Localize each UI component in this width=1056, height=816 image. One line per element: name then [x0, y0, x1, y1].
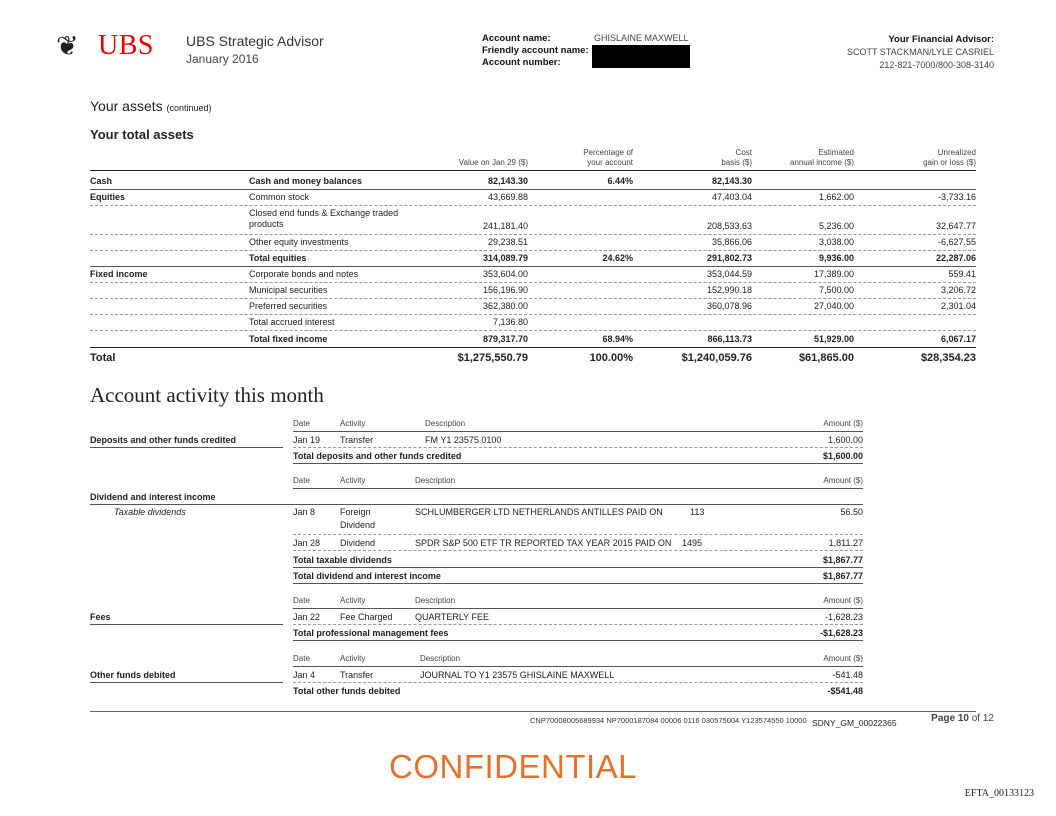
asset-description: Total fixed income — [249, 334, 328, 344]
col-cost-line2: basis ($) — [721, 158, 752, 167]
debits-label: Other funds debited — [90, 670, 176, 680]
col-description-header: Description — [425, 419, 466, 428]
total-percentage: 100.00% — [589, 352, 633, 364]
total-value: $1,275,550.79 — [457, 352, 528, 364]
asset-row — [90, 266, 976, 283]
col-description-header: Description — [415, 596, 456, 605]
ubs-keys-icon: ❦ — [56, 31, 79, 61]
col-header-gain — [890, 148, 976, 168]
asset-row — [90, 173, 976, 190]
asset-value: 314,089.79 — [482, 253, 528, 263]
asset-est-income: 3,038.00 — [818, 237, 854, 247]
asset-unrealized-gain: -3,733.16 — [937, 192, 976, 202]
fee-activity: Fee Charged — [340, 612, 393, 622]
asset-unrealized-gain: -6,627.55 — [937, 237, 976, 247]
deposits-total-label: Total deposits and other funds credited — [293, 451, 462, 461]
asset-description-line2: products — [249, 219, 284, 229]
advisor-label: Your Financial Advisor: — [888, 34, 994, 45]
efta-id: EFTA_00133123 — [964, 788, 1034, 799]
fee-description: QUARTERLY FEE — [415, 612, 490, 622]
col-gain-line1: Unrealized — [937, 148, 976, 157]
asset-est-income: 17,389.00 — [813, 269, 854, 279]
total-est-income: $61,865.00 — [798, 352, 854, 364]
footer-code: CNP70008005689934 NP7000187084 00006 0116 030575004 Y123574550 10000 — [530, 716, 807, 725]
asset-unrealized-gain: 22,287.06 — [935, 253, 976, 263]
deposit-activity: Transfer — [340, 435, 374, 445]
asset-value: 353,604.00 — [482, 269, 528, 279]
asset-unrealized-gain: 6,067.17 — [940, 334, 976, 344]
asset-row — [90, 331, 976, 348]
deposit-description: FM Y1 23575 0100 — [425, 435, 502, 445]
asset-category: Fixed income — [90, 269, 148, 279]
asset-cost-basis: 82,143.30 — [711, 176, 752, 186]
asset-est-income: 27,040.00 — [813, 301, 854, 311]
col-header-income — [770, 148, 854, 168]
fees-total: -$1,628.23 — [819, 628, 863, 638]
dividend1-description: SCHLUMBERGER LTD NETHERLANDS ANTILLES PAID ON — [415, 507, 663, 517]
deposit-row-rule — [293, 447, 863, 448]
fee-date: Jan 22 — [293, 612, 321, 622]
asset-category: Equities — [90, 192, 126, 202]
total-assets-subtitle: Your total assets — [90, 127, 194, 142]
col-activity-header: Activity — [340, 654, 366, 663]
statement-period: January 2016 — [186, 52, 259, 66]
asset-description: Total accrued interest — [249, 317, 335, 327]
asset-description: Municipal securities — [249, 285, 328, 295]
asset-est-income: 9,936.00 — [818, 253, 854, 263]
fee-amount: -1,628.23 — [824, 612, 863, 622]
col-header-value — [440, 158, 528, 168]
asset-description: Total equities — [249, 253, 307, 263]
asset-description: Corporate bonds and notes — [249, 269, 359, 279]
deposits-header-rule — [293, 431, 863, 432]
dividend2-row-rule — [293, 550, 863, 551]
dividend2-date: Jan 28 — [293, 538, 321, 548]
debits-header-rule — [293, 666, 863, 667]
total-unrealized-gain: $28,354.23 — [920, 352, 976, 364]
asset-value: 879,317.70 — [482, 334, 528, 344]
dividends-label: Dividend and interest income — [90, 492, 216, 502]
asset-row — [90, 282, 976, 299]
asset-description: Cash and money balances — [249, 176, 363, 186]
asset-cost-basis: 360,078.96 — [706, 301, 752, 311]
asset-est-income: 5,236.00 — [818, 221, 854, 231]
dividend2-quantity: 1495 — [682, 538, 703, 548]
dividend2-amount: 1,811.27 — [828, 538, 863, 548]
page-current: 10 — [957, 713, 969, 724]
asset-unrealized-gain: 3,206.72 — [940, 285, 976, 295]
col-income-line1: Estimated — [818, 148, 854, 157]
asset-description: Other equity investments — [249, 237, 349, 247]
col-pct-line1: Percentage of — [583, 148, 633, 157]
asset-cost-basis: 208,533.63 — [706, 221, 752, 231]
account-name-value: GHISLAINE MAXWELL — [594, 33, 689, 43]
taxable-total-label: Total taxable dividends — [293, 555, 392, 565]
page-total: of 12 — [971, 713, 994, 724]
taxable-dividends-label: Taxable dividends — [114, 507, 186, 517]
page-number — [931, 713, 994, 724]
asset-category: Cash — [90, 176, 113, 186]
asset-description: Closed end funds & Exchange traded — [249, 208, 399, 218]
debit-date: Jan 4 — [293, 670, 316, 680]
dividend1-quantity: 113 — [690, 507, 705, 517]
account-labels — [482, 33, 589, 69]
assets-header-rule — [90, 170, 976, 171]
dividends-label-rule — [90, 504, 863, 505]
col-income-line2: annual income ($) — [789, 158, 854, 167]
debit-activity: Transfer — [340, 670, 374, 680]
advisor-names: SCOTT STACKMAN/LYLE CASRIEL — [846, 47, 994, 57]
logo-text: UBS — [98, 30, 154, 61]
dividends-total: $1,867.77 — [822, 571, 863, 581]
col-activity-header: Activity — [340, 596, 366, 605]
asset-percentage: 24.62% — [602, 253, 633, 263]
asset-value: 82,143.30 — [487, 176, 528, 186]
fees-total-label: Total professional management fees — [293, 628, 449, 638]
asset-value: 241,181.40 — [482, 221, 528, 231]
taxable-total: $1,867.77 — [822, 555, 863, 565]
sdny-stamp: SDNY_GM_00022365 — [812, 718, 897, 728]
col-amount-header: Amount ($) — [823, 476, 863, 485]
assets-total-row — [90, 349, 976, 367]
activity-title: Account activity this month — [90, 383, 324, 407]
assets-section-title — [90, 98, 212, 114]
asset-unrealized-gain: 32,647.77 — [935, 221, 976, 231]
dividends-total-label: Total dividend and interest income — [293, 571, 441, 581]
asset-row — [90, 205, 976, 235]
dividends-total-rule — [293, 583, 863, 584]
redaction-box — [592, 45, 690, 68]
asset-row — [90, 298, 976, 315]
friendly-name-label: Friendly account name: — [482, 45, 589, 56]
dividends-header-rule — [293, 488, 863, 489]
col-date-header: Date — [293, 476, 310, 485]
fees-label-rule — [90, 624, 283, 625]
col-value-text: Value on Jan 29 ($) — [458, 158, 528, 167]
asset-unrealized-gain: 559.41 — [948, 269, 976, 279]
asset-est-income: 51,929.00 — [813, 334, 854, 344]
asset-row — [90, 234, 976, 251]
asset-cost-basis: 353,044.59 — [706, 269, 752, 279]
asset-est-income: 1,662.00 — [818, 192, 854, 202]
asset-percentage: 6.44% — [607, 176, 633, 186]
debits-total-label: Total other funds debited — [293, 686, 401, 696]
col-date-header: Date — [293, 654, 310, 663]
asset-cost-basis: 47,403.04 — [711, 192, 752, 202]
dividend1-amount: 56.50 — [840, 507, 863, 517]
dividend2-activity: Dividend — [340, 538, 376, 548]
asset-est-income: 7,500.00 — [818, 285, 854, 295]
asset-row — [90, 189, 976, 206]
col-activity-header: Activity — [340, 419, 366, 428]
col-activity-header: Activity — [340, 476, 366, 485]
deposit-amount: 1,600.00 — [827, 435, 863, 445]
col-amount-header: Amount ($) — [823, 654, 863, 663]
debit-amount: -541.48 — [832, 670, 863, 680]
debits-label-rule — [90, 682, 283, 683]
asset-row — [90, 250, 976, 267]
page-label: Page — [931, 713, 956, 724]
assets-title-suffix: (continued) — [166, 103, 212, 113]
deposits-label-rule — [90, 447, 283, 448]
assets-title-text: Your assets — [90, 98, 163, 114]
advisor-block — [847, 33, 994, 72]
confidential-stamp: CONFIDENTIAL — [389, 748, 638, 785]
asset-row — [90, 314, 976, 331]
asset-description: Preferred securities — [249, 301, 328, 311]
product-name: UBS Strategic Advisor — [186, 33, 324, 49]
asset-value: 7,136.80 — [492, 317, 528, 327]
asset-description: Common stock — [249, 192, 310, 202]
asset-percentage: 68.94% — [602, 334, 633, 344]
col-description-header: Description — [415, 476, 456, 485]
asset-cost-basis: 35,866.06 — [711, 237, 752, 247]
col-pct-line2: your account — [587, 158, 633, 167]
debit-row-rule — [293, 682, 863, 683]
fees-total-rule — [293, 640, 863, 641]
col-amount-header: Amount ($) — [823, 596, 863, 605]
footer-rule — [90, 711, 976, 712]
asset-value: 156,196.90 — [482, 285, 528, 295]
col-gain-line2: gain or loss ($) — [923, 158, 976, 167]
debits-total: -$541.48 — [827, 686, 863, 696]
col-date-header: Date — [293, 419, 310, 428]
account-number-label: Account number: — [482, 57, 561, 68]
deposits-total-rule — [293, 463, 863, 464]
asset-cost-basis: 866,113.73 — [707, 334, 752, 344]
col-description-header: Description — [420, 654, 461, 663]
asset-value: 362,380.00 — [482, 301, 528, 311]
account-name-label: Account name: — [482, 33, 551, 44]
dividend2-description: SPDR S&P 500 ETF TR REPORTED TAX YEAR 2015 PAID ON — [415, 538, 672, 548]
fees-header-rule — [293, 608, 863, 609]
asset-cost-basis: 291,802.73 — [706, 253, 752, 263]
fee-row-rule — [293, 624, 863, 625]
deposits-label: Deposits and other funds credited — [90, 435, 237, 445]
asset-unrealized-gain: 2,301.04 — [940, 301, 976, 311]
dividend1-date: Jan 8 — [293, 507, 316, 517]
col-header-cost — [680, 148, 752, 168]
ubs-logo — [56, 30, 166, 64]
dividend1-row-rule — [293, 534, 863, 535]
asset-value: 43,669.88 — [487, 192, 528, 202]
asset-cost-basis: 152,990.18 — [706, 285, 752, 295]
advisor-phone: 212-821-7000/800-308-3140 — [879, 60, 994, 70]
dividend1-activity-line2: Dividend — [340, 520, 376, 530]
total-cost-basis: $1,240,059.76 — [681, 352, 752, 364]
col-header-percentage — [560, 148, 633, 168]
deposit-date: Jan 19 — [293, 435, 321, 445]
col-date-header: Date — [293, 596, 310, 605]
total-label: Total — [90, 352, 116, 364]
dividend1-activity: Foreign — [340, 507, 371, 517]
debit-description: JOURNAL TO Y1 23575 GHISLAINE MAXWELL — [420, 670, 615, 680]
col-amount-header: Amount ($) — [823, 419, 863, 428]
asset-value: 29,238.51 — [487, 237, 528, 247]
deposits-total: $1,600.00 — [822, 451, 863, 461]
fees-label: Fees — [90, 612, 111, 622]
col-cost-line1: Cost — [735, 148, 752, 157]
taxable-total-rule — [293, 567, 863, 568]
